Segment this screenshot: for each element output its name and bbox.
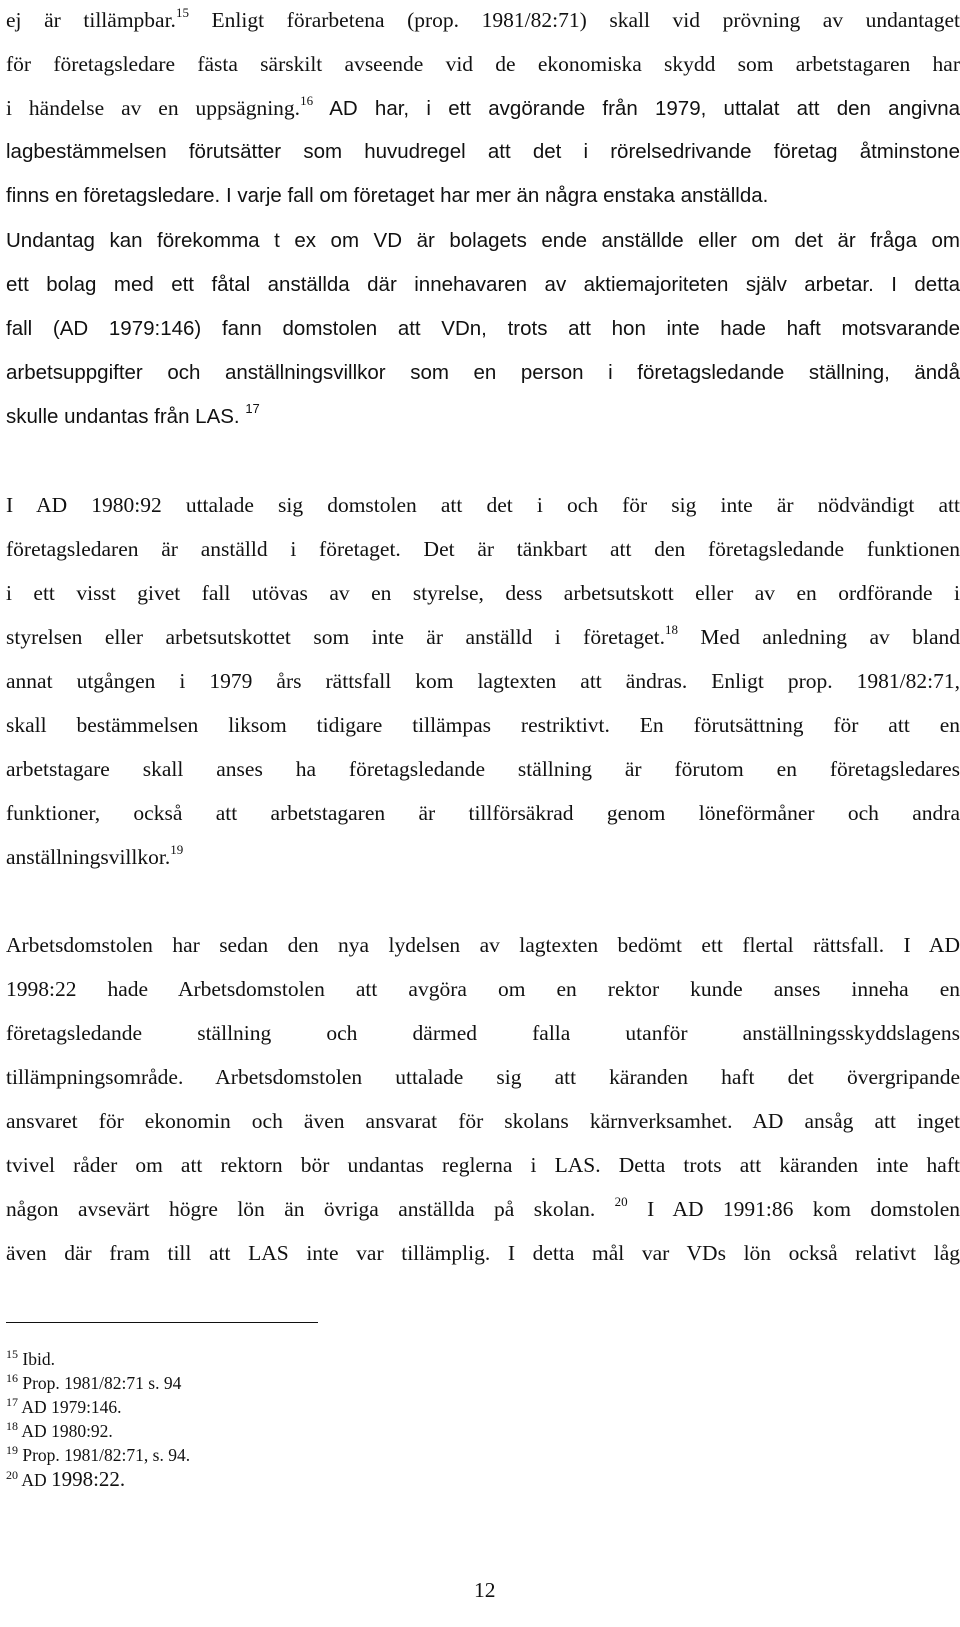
- footnote-text: AD: [21, 1470, 52, 1490]
- text-line: 1998:22 hade Arbetsdomstolen att avgöra om en rektor kunde anses inneha en: [6, 977, 960, 1001]
- footnote-15: [6, 1348, 55, 1370]
- text-line: [6, 843, 960, 871]
- footnote-16: [6, 1372, 181, 1394]
- footnote-separator: [6, 1322, 318, 1323]
- footnote-number: 17: [6, 1395, 18, 1409]
- text-line: lagbestämmelsen förutsätter som huvudregel att det i rörelsedrivande företag åtminstone: [6, 140, 960, 163]
- text-line: [6, 6, 960, 34]
- text-line: för företagsledare fästa särskilt avseende vid de ekonomiska skydd som arbetstagaren har: [6, 52, 960, 76]
- text-line: företagsledaren är anställd i företaget. Det är tänkbart att den företagsledande funktionen: [6, 537, 960, 561]
- text-line: fall (AD 1979:146) fann domstolen att VDn, trots att hon inte hade haft motsvarande: [6, 317, 960, 340]
- footnote-text: AD 1980:92.: [21, 1421, 113, 1441]
- footnote-number: 20: [6, 1468, 18, 1482]
- footnote-number: 16: [6, 1371, 18, 1385]
- footnote-text: Ibid.: [22, 1349, 55, 1369]
- footnote-text: Prop. 1981/82:71 s. 94: [22, 1373, 182, 1393]
- text-span: I AD 1991:86 kom domstolen: [627, 1197, 960, 1221]
- footnote-ref-18[interactable]: 18: [664, 622, 678, 637]
- footnote-ref-16[interactable]: 16: [300, 93, 314, 108]
- text-line: ansvaret för ekonomin och även ansvarat för skolans kärnverksamhet. AD ansåg att inget: [6, 1109, 960, 1133]
- text-line: [6, 1195, 960, 1223]
- footnote-number: 18: [6, 1419, 18, 1433]
- text-line: företagsledande ställning och därmed falla utanför anställningsskyddslagens: [6, 1021, 960, 1045]
- text-line: [6, 94, 960, 122]
- footnote-text: AD 1979:146.: [21, 1397, 122, 1417]
- text-line: funktioner, också att arbetstagaren är tillförsäkrad genom löneförmåner och andra: [6, 801, 960, 825]
- footnote-ref-20[interactable]: 20: [614, 1194, 628, 1209]
- footnote-ref-15[interactable]: 15: [175, 5, 189, 20]
- text-line: även där fram till att LAS inte var tillämplig. I detta mål var VDs lön också relativt låg: [6, 1241, 960, 1265]
- document-page: [6, 0, 960, 1627]
- text-line: finns en företagsledare. I varje fall om företaget har mer än några enstaka anställda.: [6, 184, 769, 207]
- text-line: arbetsuppgifter och anställningsvillkor som en person i företagsledande ställning, ändå: [6, 361, 960, 384]
- footnote-text: Prop. 1981/82:71, s. 94.: [22, 1445, 191, 1465]
- text-line: skall bestämmelsen liksom tidigare tillämpas restriktivt. En förutsättning för att en: [6, 713, 960, 737]
- text-span: Enligt förarbetena (prop. 1981/82:71) skall vid prövning av undantaget: [188, 8, 960, 32]
- text-span: styrelsen eller arbetsutskottet som inte är anställd i företaget.: [6, 625, 665, 649]
- text-line: annat utgången i 1979 års rättsfall kom lagtexten att ändras. Enligt prop. 1981/82:71,: [6, 669, 960, 693]
- text-line: arbetstagare skall anses ha företagsledande ställning är förutom en företagsledares: [6, 757, 960, 781]
- text-line: i ett visst givet fall utövas av en styrelse, dess arbetsutskott eller av en ordförande i: [6, 581, 960, 605]
- footnote-text: 1998:22.: [51, 1467, 126, 1491]
- footnote-19: [6, 1444, 190, 1466]
- text-line: tvivel råder om att rektorn bör undantas reglerna i LAS. Detta trots att käranden inte haft: [6, 1153, 960, 1177]
- footnote-17: [6, 1396, 122, 1418]
- text-span: någon avsevärt högre lön än övriga anställda på skolan.: [6, 1197, 596, 1221]
- text-span: anställningsvillkor.: [6, 845, 171, 869]
- text-span: Med anledning av bland: [677, 625, 960, 649]
- text-line: [6, 623, 960, 651]
- footnote-ref-19[interactable]: 19: [170, 842, 184, 857]
- text-line: [6, 403, 960, 431]
- footnote-ref-17[interactable]: 17: [245, 401, 260, 416]
- text-span: ej är tillämpbar.: [6, 8, 176, 32]
- text-line: ett bolag med ett fåtal anställda där innehavaren av aktiemajoriteten själv arbetar. I detta: [6, 273, 960, 296]
- footnote-20: [6, 1468, 125, 1490]
- text-span: i händelse av en uppsägning.: [6, 96, 301, 120]
- footnote-18: [6, 1420, 113, 1442]
- text-line: Arbetsdomstolen har sedan den nya lydelsen av lagtexten bedömt ett flertal rättsfall. I AD: [6, 933, 960, 957]
- footnote-number: 19: [6, 1443, 18, 1457]
- text-span: skulle undantas från LAS.: [6, 405, 240, 428]
- text-line: I AD 1980:92 uttalade sig domstolen att det i och för sig inte är nödvändigt att: [6, 493, 960, 517]
- text-span: AD har, i ett avgörande från 1979, uttalat att den angivna: [313, 97, 960, 120]
- footnote-number: 15: [6, 1347, 18, 1361]
- text-line: Undantag kan förekomma t ex om VD är bolagets ende anställde eller om det är fråga om: [6, 229, 960, 252]
- page-number: 12: [474, 1578, 496, 1602]
- text-line: tillämpningsområde. Arbetsdomstolen uttalade sig att käranden haft det övergripande: [6, 1065, 960, 1089]
